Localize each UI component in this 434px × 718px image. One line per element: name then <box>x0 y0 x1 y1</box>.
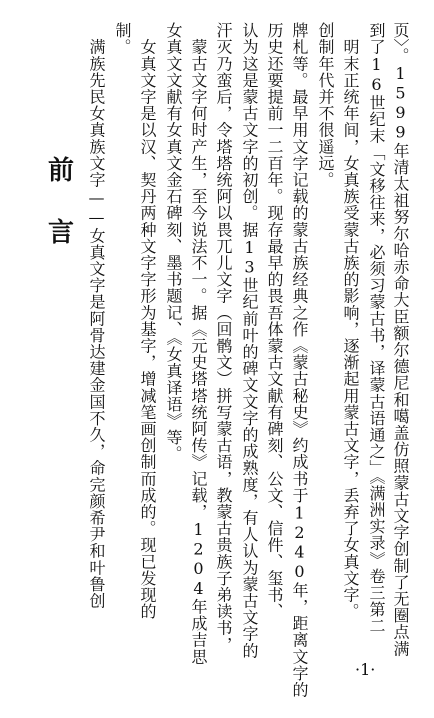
text-column-10: 女真文文献有女真文金石碑刻、墨书题记、《女真译语》等。 <box>164 22 183 463</box>
heading-char-1: 前 <box>48 156 75 186</box>
text-column-2: 到了16世纪末「文移往来，必须习蒙古书，译蒙古语通之」《满洲实录》卷三第二 <box>367 22 386 635</box>
text-column-6: 历史还要提前一二百年。现存最早的畏吾体蒙古文献有碑刻、公文、信件、玺书、 <box>265 22 284 620</box>
text-column-12: 制。 <box>113 22 132 56</box>
text-column-1: 页〉。1599年清太祖努尔哈赤命大臣额尔德尼和噶盖仿照蒙古文字创制了无圈点满 <box>391 22 410 657</box>
text-column-5: 牌札等。最早用文字记载的蒙古族经典之作《蒙古秘史》约成书于1240年，距离文字的 <box>290 22 309 698</box>
text-column-11: 女真文字是以汉、契丹两种文字字形为基字，增减笔画创制而成的。现已发现的 <box>138 22 157 620</box>
page-number: ·1· <box>355 660 376 679</box>
heading-char-2: 言 <box>48 218 75 248</box>
text-column-4: 创制年代并不很遥远。 <box>316 22 335 188</box>
text-column-7: 认为这是蒙古文字的初创。据13世纪前叶的碑文文字的成熟度，有人认为蒙古文字的 <box>240 22 259 659</box>
text-column-9: 蒙古文字何时产生，至今说法不一。据《元史塔塔统阿传》记载，1204年成吉思 <box>189 22 208 665</box>
text-column-8: 汗灭乃蛮后，令塔塔统阿以畏兀儿文字（回鹘文）拼写蒙古语，教蒙古贵族子弟读书， <box>214 22 233 653</box>
text-column-13: 满族先民女真族文字——女真文字是阿骨达建金国不久，命完颜希尹和叶鲁创 <box>87 22 106 609</box>
text-column-3: 明末正统年间，女真族受蒙古族的影响，逐渐起用蒙古文字，丢弃了女真文字。 <box>341 22 360 620</box>
